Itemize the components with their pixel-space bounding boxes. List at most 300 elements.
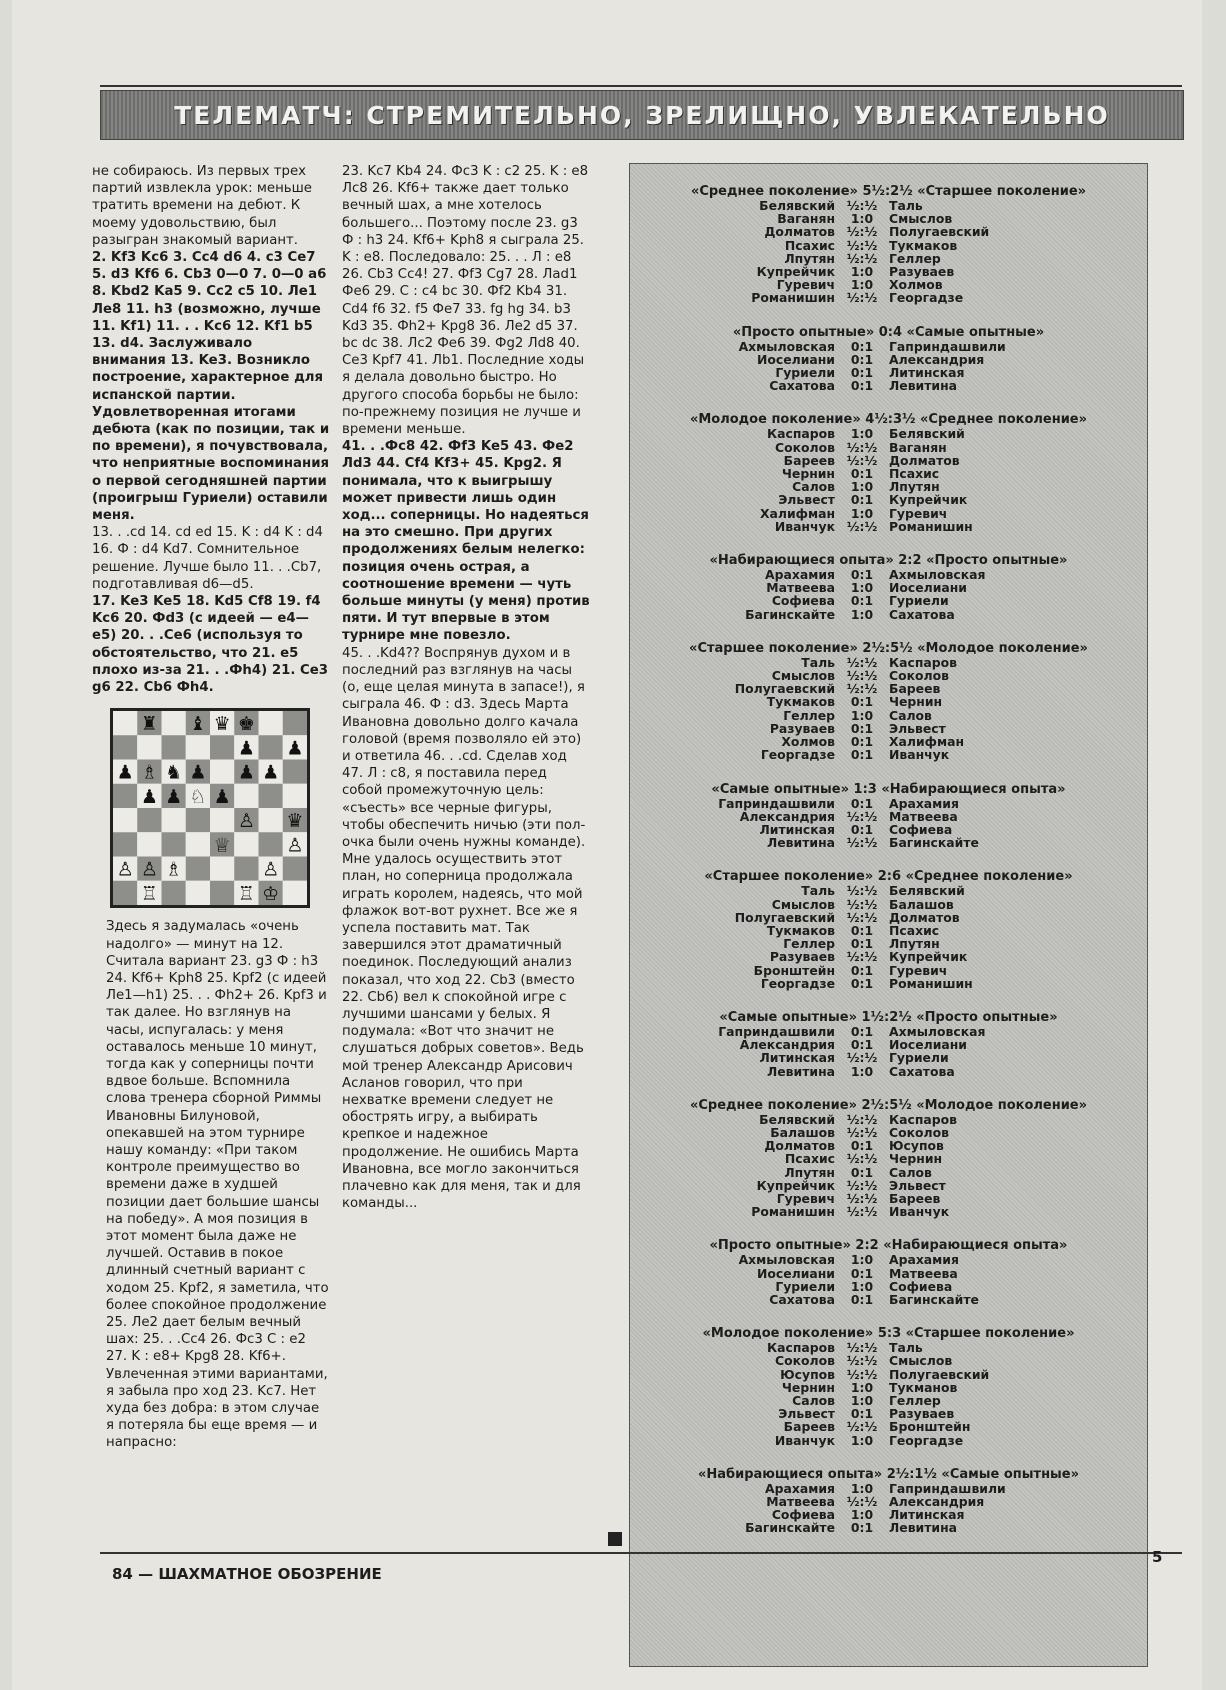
- score: 1:0: [850, 211, 874, 227]
- board-square: [113, 784, 137, 808]
- match-header: «Просто опытные» 2:2 «Набирающиеся опыта»: [709, 1238, 1068, 1254]
- match-section: [630, 1098, 1147, 1219]
- black-player: Балашов: [889, 896, 954, 912]
- result-row: [630, 898, 1147, 911]
- board-square: [162, 736, 186, 760]
- score: 0:1: [850, 694, 874, 710]
- white-player: Салов: [792, 479, 835, 495]
- black-player: Холмов: [889, 277, 943, 293]
- board-square: [234, 784, 258, 808]
- board-square: [113, 808, 137, 832]
- black-player: Эльвест: [889, 1177, 946, 1193]
- score: 0:1: [850, 936, 874, 952]
- col1-paragraph-1: не собираюсь. Из первых трех партий извлекла урок: меньше тратить времени на дебют. К моему удовольствию, был разыгран знакомый вариант.: [92, 164, 312, 248]
- board-square: [283, 784, 307, 808]
- black-player: Гуревич: [889, 962, 948, 978]
- white-player: Матвеева: [766, 580, 835, 596]
- white-player: Иоселиани: [757, 351, 835, 367]
- board-square: [210, 736, 234, 760]
- chess-piece-icon: ♝: [189, 713, 207, 736]
- chess-piece-icon: ♟: [116, 761, 134, 784]
- board-square: [137, 808, 161, 832]
- result-row: [630, 1166, 1147, 1179]
- black-player: Багинскайте: [889, 1291, 979, 1307]
- white-player: Александрия: [739, 808, 835, 824]
- result-row: [630, 1113, 1147, 1126]
- results-table: [629, 163, 1148, 1667]
- score: 0:1: [850, 338, 874, 354]
- black-player: Каспаров: [889, 1111, 957, 1127]
- score: ½:½: [846, 1177, 878, 1193]
- result-row: [630, 977, 1147, 990]
- black-player: Юсупов: [889, 1138, 944, 1154]
- score: 0:1: [850, 1164, 874, 1180]
- chess-piece-icon: ♞: [165, 761, 183, 784]
- score: ½:½: [846, 1124, 878, 1140]
- top-rule: [100, 85, 1182, 87]
- board-square: [113, 711, 137, 735]
- score: 1:0: [850, 426, 874, 442]
- board-square: [186, 881, 210, 905]
- score: 0:1: [850, 492, 874, 508]
- score: 0:1: [850, 567, 874, 583]
- match-header: «Молодое поколение» 4½:3½ «Среднее поколение»: [689, 412, 1088, 428]
- white-player: Таль: [801, 654, 835, 670]
- result-row: [630, 441, 1147, 454]
- score: ½:½: [846, 1204, 878, 1220]
- score: 1:0: [850, 1432, 874, 1448]
- score: 0:1: [850, 365, 874, 381]
- white-player: Бареев: [783, 1419, 835, 1435]
- white-player: Лпутян: [784, 250, 835, 266]
- header-title: ТЕЛЕМАТЧ: СТРЕМИТЕЛЬНО, ЗРЕЛИЩНО, УВЛЕКАТЕЛЬНО: [174, 100, 1110, 130]
- chess-piece-icon: ♛: [213, 713, 231, 736]
- score: 0:1: [850, 962, 874, 978]
- col2-paragraph-2: 41. . .Фc8 42. Фf3 Ke5 43. Фe2 Лd3 44. Cf4 Kf3+ 45. Kpg2. Я понимала, что к выигрышу может привести лишь один ход... соперницы. Но надеяться на это смешно. При других продолжениях белым нелегко: позиция очень острая, а соотношение времени — чуть больше минуты (у меня) против пяти. И тут впервые в этом турнире мне повезло.: [342, 439, 590, 644]
- black-player: Купрейчик: [889, 949, 968, 965]
- white-player: Разуваев: [769, 720, 835, 736]
- result-row: [630, 810, 1147, 823]
- black-player: Романишин: [889, 518, 973, 534]
- board-square: [259, 784, 283, 808]
- score: ½:½: [846, 949, 878, 965]
- match-header: «Молодое поколение» 5:3 «Старшее поколение»: [702, 1326, 1075, 1342]
- score: 1:0: [850, 1480, 874, 1496]
- black-player: Белявский: [889, 426, 965, 442]
- result-row: [630, 1293, 1147, 1306]
- score: ½:½: [846, 518, 878, 534]
- white-player: Эльвест: [778, 492, 835, 508]
- black-player: Псахис: [889, 922, 940, 938]
- score: ½:½: [846, 1340, 878, 1356]
- white-player: Долматов: [764, 1138, 835, 1154]
- board-square: [259, 711, 283, 735]
- white-player: Юсупов: [780, 1366, 835, 1382]
- result-row: [630, 797, 1147, 810]
- result-row: [630, 1205, 1147, 1218]
- white-player: Полугаевский: [734, 681, 835, 697]
- chess-piece-icon: ♘: [189, 786, 207, 809]
- col1-moves-1: 2. Kf3 Kc6 3. Cc4 d6 4. c3 Ce7 5. d3 Kf6 6. Cb3 0—0 7. 0—0 a6 8. Kbd2 Ka5 9. Cc2 c5 10. Лe1 Лe8 11. h3 (возможно, лучше 11. Kf1) 11. . . Kc6 12. Kf1 b5 13. d4. Заслуживало внимания 13. Ke3. Возникло построение, характерное для испанской партии. Удовлетворенная итогами дебюта (как по позиции, так и по времени), я почувствовала, что неприятные воспоминания о первой сегодняшней партии (проигрыш Гуриели) оставили меня.: [92, 250, 330, 524]
- match-header: «Набирающиеся опыта» 2:2 «Просто опытные»: [709, 553, 1068, 569]
- black-player: Гуриели: [889, 1050, 949, 1066]
- black-player: Иванчук: [889, 1204, 950, 1220]
- black-player: Гуревич: [889, 505, 948, 521]
- score: ½:½: [846, 1366, 878, 1382]
- black-player: Матвеева: [889, 1265, 958, 1281]
- black-player: Гуриели: [889, 593, 949, 609]
- black-player: Ахмыловская: [889, 567, 986, 583]
- bottom-rule: [100, 1552, 1182, 1554]
- white-player: Иоселиани: [757, 1265, 835, 1281]
- result-row: [630, 340, 1147, 353]
- white-player: Смыслов: [771, 896, 835, 912]
- score: ½:½: [846, 883, 878, 899]
- black-player: Сахатова: [889, 606, 955, 622]
- result-row: [630, 1051, 1147, 1064]
- score: 0:1: [850, 747, 874, 763]
- chess-piece-icon: ♟: [189, 761, 207, 784]
- black-player: Разуваев: [889, 1406, 955, 1422]
- black-player: Лпутян: [889, 479, 940, 495]
- board-square: [162, 881, 186, 905]
- score: 0:1: [850, 1406, 874, 1422]
- score: 1:0: [850, 707, 874, 723]
- score: ½:½: [846, 290, 878, 306]
- white-player: Романишин: [751, 1204, 835, 1220]
- white-player: Ваганян: [777, 211, 835, 227]
- match-header: «Среднее поколение» 5½:2½ «Старшее поколение»: [690, 184, 1087, 199]
- black-player: Левитина: [889, 1520, 958, 1536]
- white-player: Соколов: [775, 439, 835, 455]
- score: ½:½: [846, 452, 878, 468]
- board-square: [234, 833, 258, 857]
- result-row: [630, 1420, 1147, 1433]
- score: ½:½: [846, 224, 878, 240]
- chess-piece-icon: ♙: [237, 810, 255, 833]
- score: ½:½: [846, 909, 878, 925]
- white-player: Чернин: [781, 466, 835, 482]
- result-row: [630, 884, 1147, 897]
- black-player: Александрия: [889, 1494, 985, 1510]
- black-player: Купрейчик: [889, 492, 968, 508]
- white-player: Каспаров: [767, 426, 835, 442]
- match-section: [630, 184, 1147, 305]
- black-player: Бареев: [889, 681, 941, 697]
- black-player: Ваганян: [889, 439, 947, 455]
- result-row: [630, 507, 1147, 520]
- board-square: [259, 808, 283, 832]
- black-player: Полугаевский: [889, 224, 990, 240]
- result-row: [630, 748, 1147, 761]
- black-player: Лпутян: [889, 936, 940, 952]
- white-player: Балашов: [770, 1124, 835, 1140]
- result-row: [630, 695, 1147, 708]
- score: ½:½: [846, 198, 878, 213]
- white-player: Литинская: [759, 821, 835, 837]
- board-square: [283, 881, 307, 905]
- black-player: Иванчук: [889, 747, 950, 763]
- black-player: Багинскайте: [889, 835, 979, 851]
- white-player: Долматов: [764, 224, 835, 240]
- score: ½:½: [846, 439, 878, 455]
- score: 0:1: [850, 720, 874, 736]
- white-player: Софиева: [771, 593, 835, 609]
- chess-piece-icon: ♜: [140, 713, 158, 736]
- result-row: [630, 1179, 1147, 1192]
- board-square: [210, 857, 234, 881]
- result-row: [630, 1065, 1147, 1078]
- white-player: Эльвест: [778, 1406, 835, 1422]
- score: 1:0: [850, 606, 874, 622]
- header-banner: [100, 90, 1184, 140]
- score: 0:1: [850, 1037, 874, 1053]
- result-row: [630, 520, 1147, 533]
- score: 1:0: [850, 1252, 874, 1268]
- score: ½:½: [846, 654, 878, 670]
- chess-piece-icon: ♙: [286, 834, 304, 857]
- black-player: Софиева: [889, 821, 953, 837]
- result-row: [630, 950, 1147, 963]
- black-player: Полугаевский: [889, 1366, 990, 1382]
- black-player: Тукмаков: [889, 237, 958, 253]
- col1-moves-2: 13. . .cd 14. cd ed 15. K : d4 K : d4 16. Ф : d4 Kd7. Сомнительное решение. Лучше было 11. . .Cb7, подготавливая d6—d5.: [92, 525, 323, 592]
- match-section: [630, 641, 1147, 762]
- end-square-icon: [608, 1532, 622, 1546]
- white-player: Тукмаков: [766, 694, 835, 710]
- black-player: Соколов: [889, 1124, 949, 1140]
- chess-piece-icon: ♔: [262, 883, 280, 906]
- board-square: [113, 736, 137, 760]
- board-square: [113, 881, 137, 905]
- score: 1:0: [850, 1507, 874, 1523]
- board-square: [234, 857, 258, 881]
- score: 0:1: [850, 1291, 874, 1307]
- white-player: Иванчук: [774, 518, 835, 534]
- match-header: «Самые опытные» 1½:2½ «Просто опытные»: [719, 1009, 1058, 1025]
- result-row: [630, 225, 1147, 238]
- white-player: Чернин: [781, 1379, 835, 1395]
- chess-piece-icon: ♙: [116, 858, 134, 881]
- chess-piece-icon: ♖: [237, 883, 255, 906]
- black-player: Ахмыловская: [889, 1023, 986, 1039]
- black-player: Георгадзе: [889, 290, 964, 306]
- white-player: Гуриели: [775, 365, 835, 381]
- white-player: Ахмыловская: [738, 1252, 835, 1268]
- column-1: [92, 163, 330, 1452]
- white-player: Сахатова: [769, 378, 835, 394]
- score: 1:0: [850, 505, 874, 521]
- score: 1:0: [850, 1278, 874, 1294]
- match-section: [630, 412, 1147, 533]
- board-square: [210, 760, 234, 784]
- black-player: Геллер: [889, 250, 941, 266]
- white-player: Холмов: [781, 734, 835, 750]
- match-section: [630, 782, 1147, 850]
- score: ½:½: [846, 835, 878, 851]
- score: 0:1: [850, 1023, 874, 1039]
- white-player: Халифман: [759, 505, 835, 521]
- result-row: [630, 1152, 1147, 1165]
- black-player: Иоселиани: [889, 580, 967, 596]
- white-player: Геллер: [783, 707, 835, 723]
- board-square: [186, 736, 210, 760]
- result-row: [630, 427, 1147, 440]
- white-player: Гуриели: [775, 1278, 835, 1294]
- score: 1:0: [850, 264, 874, 280]
- match-section: [630, 1326, 1147, 1447]
- result-row: [630, 1368, 1147, 1381]
- score: 0:1: [850, 975, 874, 991]
- white-player: Салов: [792, 1393, 835, 1408]
- white-player: Разуваев: [769, 949, 835, 965]
- page-number: 5: [1152, 1548, 1163, 1566]
- black-player: Смыслов: [889, 211, 953, 227]
- match-header: «Среднее поколение» 2½:5½ «Молодое поколение»: [689, 1097, 1088, 1113]
- result-row: [630, 964, 1147, 977]
- score: ½:½: [846, 1050, 878, 1066]
- result-row: [630, 239, 1147, 252]
- white-player: Псахис: [784, 1151, 835, 1167]
- black-player: Александрия: [889, 351, 985, 367]
- black-player: Гаприндашвили: [889, 338, 1006, 354]
- result-row: [630, 608, 1147, 621]
- white-player: Купрейчик: [756, 1177, 835, 1193]
- black-player: Эльвест: [889, 720, 946, 736]
- white-player: Гуревич: [776, 277, 835, 293]
- black-player: Таль: [889, 198, 923, 213]
- black-player: Долматов: [889, 909, 960, 925]
- black-player: Иоселиани: [889, 1037, 967, 1053]
- black-player: Тукманов: [889, 1379, 958, 1395]
- white-player: Романишин: [751, 290, 835, 306]
- white-player: Гаприндашвили: [718, 1023, 835, 1039]
- white-player: Багинскайте: [745, 606, 835, 622]
- white-player: Левитина: [766, 835, 835, 851]
- match-header: «Старшее поколение» 2:6 «Среднее поколение»: [704, 869, 1073, 885]
- chess-piece-icon: ♟: [237, 737, 255, 760]
- score: ½:½: [846, 1419, 878, 1435]
- chess-piece-icon: ♗: [165, 858, 183, 881]
- result-row: [630, 1267, 1147, 1280]
- result-row: [630, 379, 1147, 392]
- score: ½:½: [846, 1494, 878, 1510]
- black-player: Халифман: [889, 734, 965, 750]
- white-player: Купрейчик: [756, 264, 835, 280]
- black-player: Литинская: [889, 365, 965, 381]
- white-player: Александрия: [739, 1037, 835, 1053]
- black-player: Геллер: [889, 1393, 941, 1408]
- column-2: [342, 163, 590, 1212]
- black-player: Матвеева: [889, 808, 958, 824]
- board-square: [210, 881, 234, 905]
- board-square: [113, 833, 137, 857]
- score: 0:1: [850, 1265, 874, 1281]
- chess-piece-icon: ♚: [237, 713, 255, 736]
- black-player: Гаприндашвили: [889, 1480, 1006, 1496]
- white-player: Бронштейн: [753, 962, 835, 978]
- black-player: Таль: [889, 1340, 923, 1356]
- board-square: [259, 833, 283, 857]
- match-section: [630, 1010, 1147, 1078]
- score: ½:½: [846, 237, 878, 253]
- black-player: Псахис: [889, 466, 940, 482]
- score: ½:½: [846, 681, 878, 697]
- score: 0:1: [850, 466, 874, 482]
- chess-diagram: [110, 708, 310, 908]
- col1-moves-3: 17. Ke3 Ke5 18. Kd5 Cf8 19. f4 Kc6 20. Фd3 (с идеей — e4—e5) 20. . .Ce6 (используя то обстоятельство, что 21. e5 плохо из-за 21. . .Фh4) 21. Ce3 g6 22. Cb6 Фh4.: [92, 594, 329, 696]
- white-player: Матвеева: [766, 1494, 835, 1510]
- black-player: Каспаров: [889, 654, 957, 670]
- col2-paragraph-1: 23. Kc7 Kb4 24. Фc3 K : c2 25. K : e8 Лc8 26. Kf6+ также дает только вечный шах, а мне хотелось большего... Поэтому после 23. g3 Ф : h3 24. Kf6+ Kph8 я сыграла 25. K : e8. Последовало: 25. . . Л : e8 26. Cb3 Cc4! 27. Фf3 Cg7 28. Лad1 Фe6 29. C : c4 bc 30. Фf2 Kb4 31. Cd4 f6 32. f5 Фe7 33. fg hg 34. b3 Kd3 35. Фh2+ Kpg8 36. Лe2 d5 37. bc dc 38. Лc2 Фe6 39. Фg2 Лd8 40. Ce3 Kpf7 41. Лb1. Последние ходы я делала довольно быстро. Но другого способа борьбы не было: по-прежнему позиция не лучше и времени меньше.: [342, 164, 589, 438]
- result-row: [630, 291, 1147, 304]
- match-section: [630, 553, 1147, 621]
- result-row: [630, 1253, 1147, 1266]
- score: 1:0: [850, 1393, 874, 1408]
- score: ½:½: [846, 250, 878, 266]
- black-player: Салов: [889, 1164, 932, 1180]
- white-player: Бареев: [783, 452, 835, 468]
- score: ½:½: [846, 1111, 878, 1127]
- white-player: Софиева: [771, 1507, 835, 1523]
- score: ½:½: [846, 808, 878, 824]
- result-row: [630, 1521, 1147, 1534]
- match-header: «Просто опытные» 0:4 «Самые опытные»: [732, 324, 1045, 340]
- white-player: Тукмаков: [766, 922, 835, 938]
- score: ½:½: [846, 1353, 878, 1369]
- white-player: Соколов: [775, 1353, 835, 1369]
- match-section: [630, 869, 1147, 990]
- score: 0:1: [850, 734, 874, 750]
- score: 1:0: [850, 580, 874, 596]
- chess-piece-icon: ♙: [262, 858, 280, 881]
- board-square: [137, 833, 161, 857]
- result-row: [630, 709, 1147, 722]
- board-square: [283, 711, 307, 735]
- chessboard: [113, 711, 307, 905]
- white-player: Литинская: [759, 1050, 835, 1066]
- white-player: Таль: [801, 883, 835, 899]
- result-row: [630, 1354, 1147, 1367]
- white-player: Арахамия: [765, 1480, 835, 1496]
- black-player: Арахамия: [889, 1252, 959, 1268]
- black-player: Долматов: [889, 452, 960, 468]
- score: 0:1: [850, 795, 874, 811]
- chess-piece-icon: ♗: [140, 761, 158, 784]
- board-square: [186, 833, 210, 857]
- white-player: Георгадзе: [760, 975, 835, 991]
- white-player: Лпутян: [784, 1164, 835, 1180]
- score: 0:1: [850, 593, 874, 609]
- white-player: Арахамия: [765, 567, 835, 583]
- score: ½:½: [846, 1151, 878, 1167]
- board-square: [137, 736, 161, 760]
- white-player: Гаприндашвили: [718, 795, 835, 811]
- white-player: Белявский: [759, 1111, 835, 1127]
- score: ½:½: [846, 668, 878, 684]
- footer-left: 84 — ШАХМАТНОЕ ОБОЗРЕНИЕ: [112, 1565, 382, 1583]
- white-player: Иванчук: [774, 1432, 835, 1448]
- score: 0:1: [850, 922, 874, 938]
- board-square: [186, 808, 210, 832]
- board-square: [186, 857, 210, 881]
- result-row: [630, 911, 1147, 924]
- board-square: [259, 736, 283, 760]
- white-player: Каспаров: [767, 1340, 835, 1356]
- black-player: Софиева: [889, 1278, 953, 1294]
- result-row: [630, 836, 1147, 849]
- black-player: Белявский: [889, 883, 965, 899]
